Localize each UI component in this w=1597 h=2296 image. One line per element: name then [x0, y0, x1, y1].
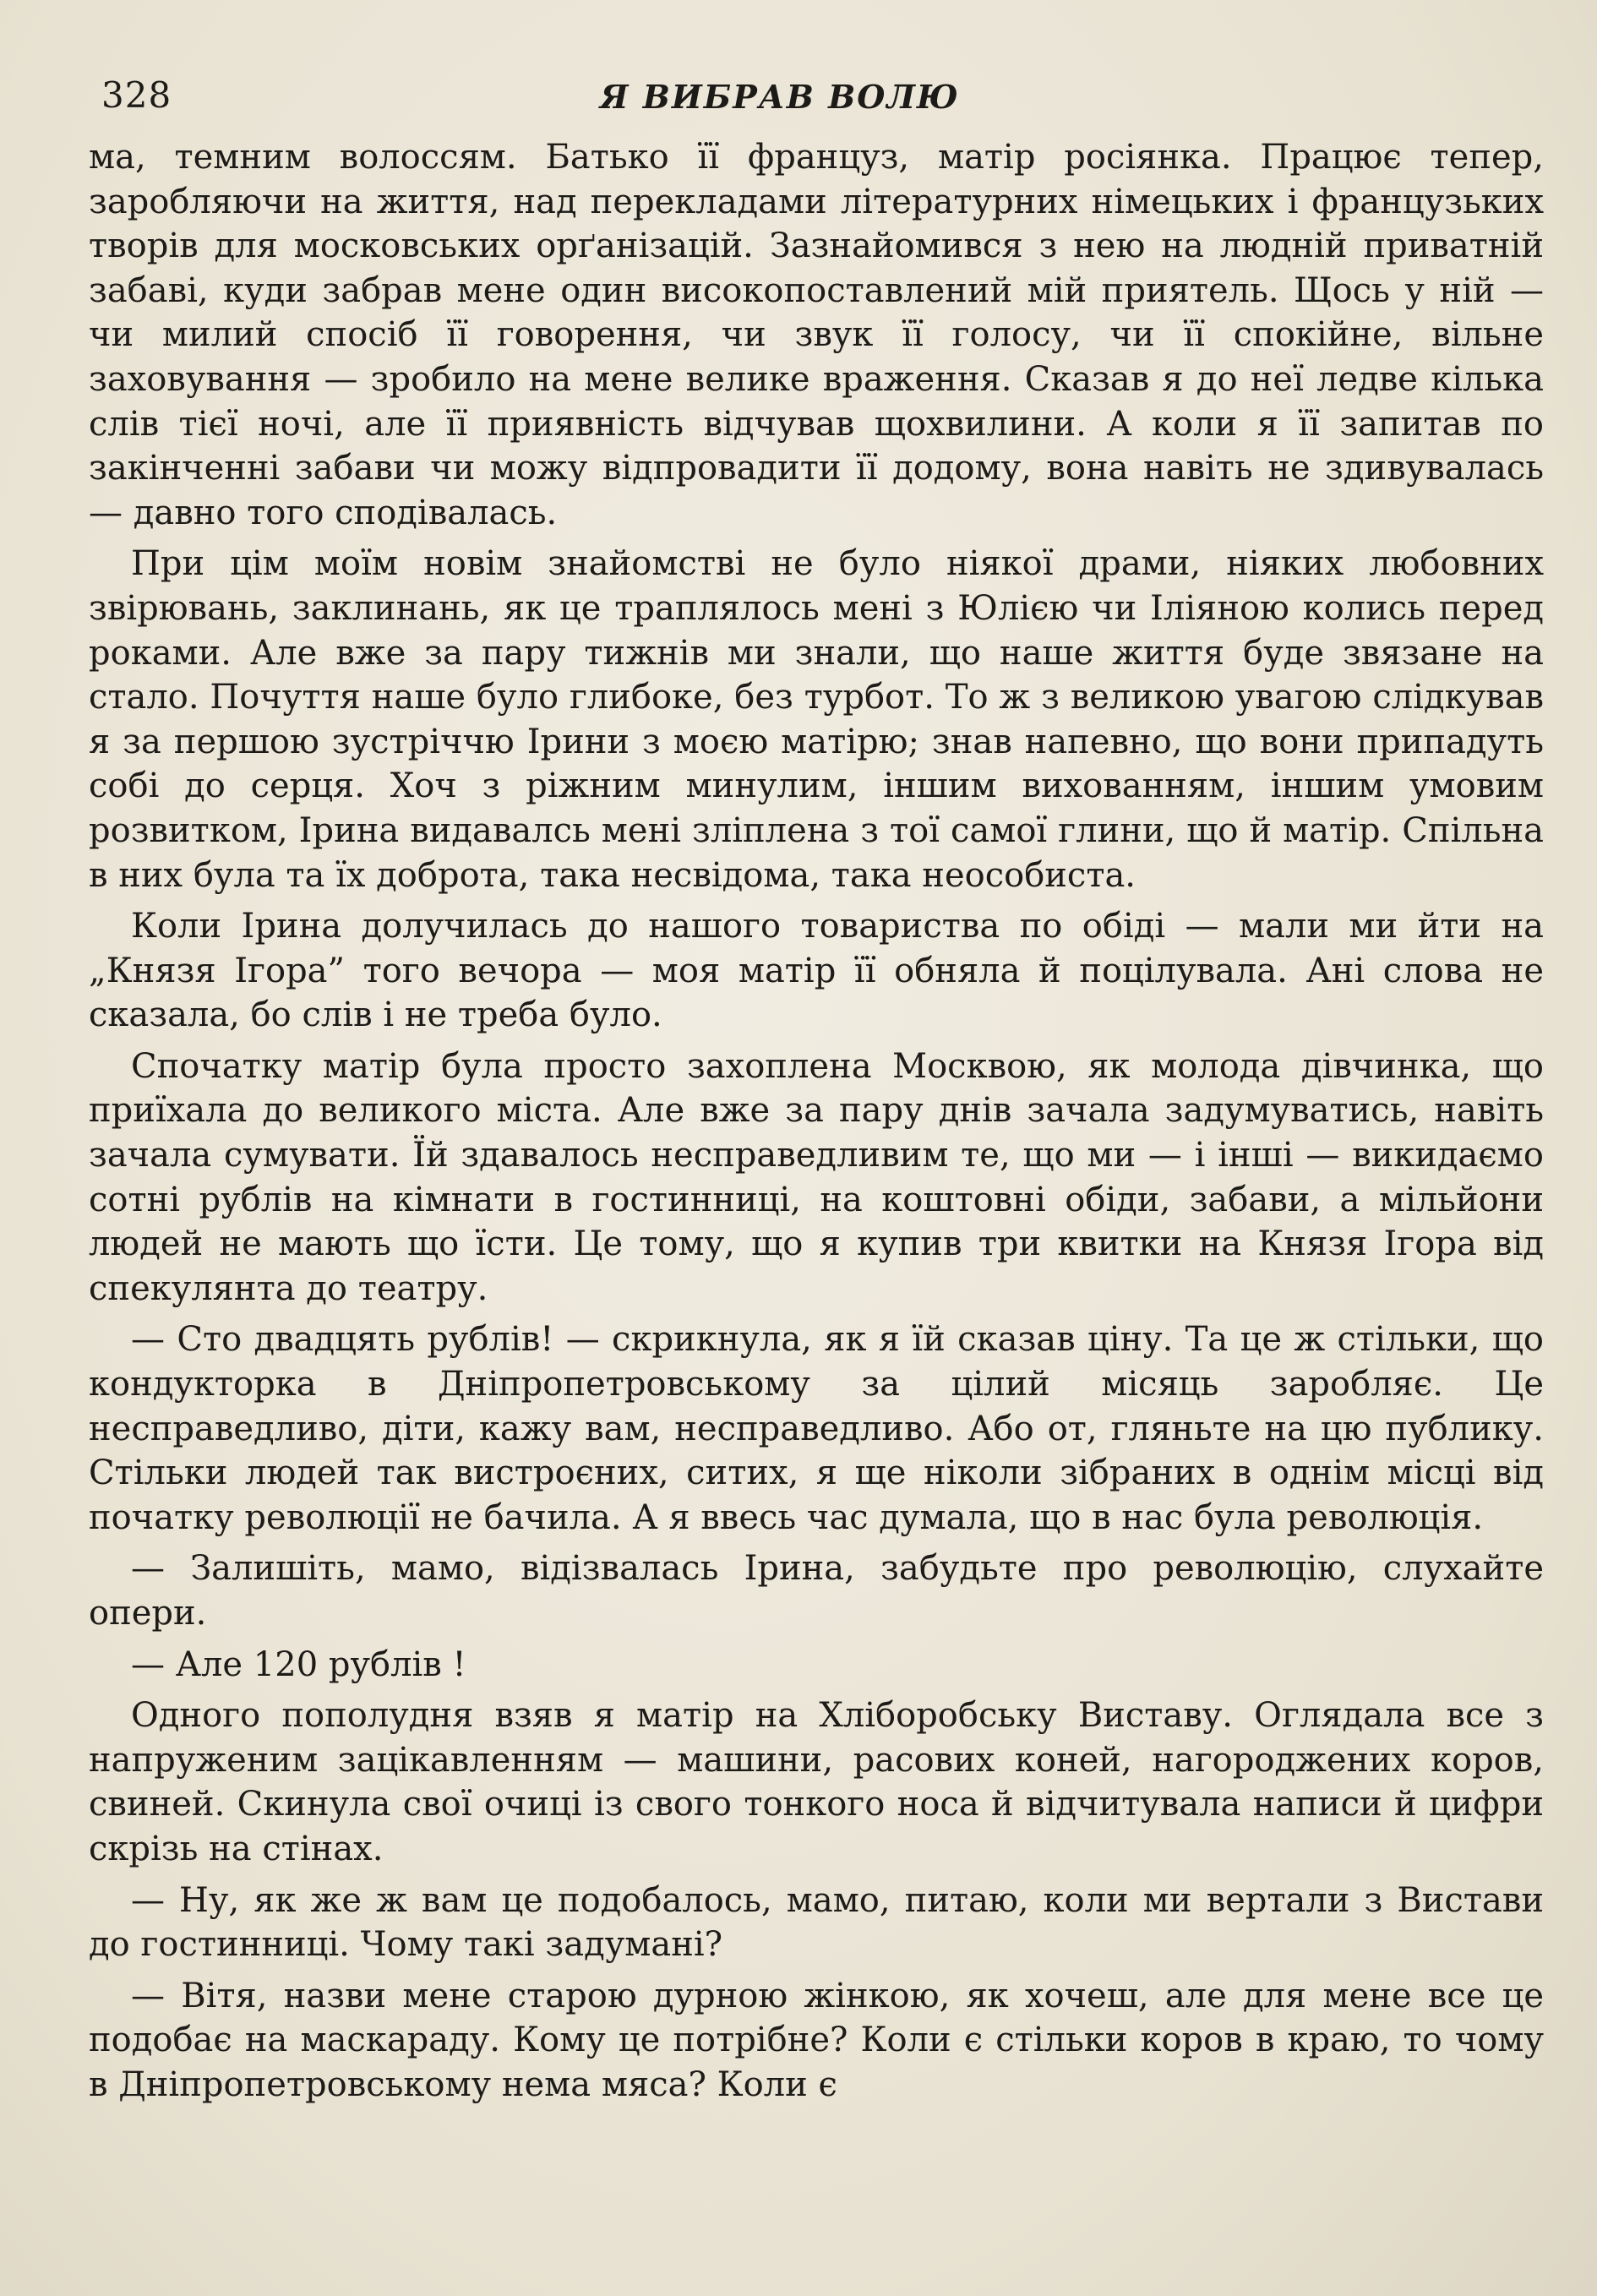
page-number: 328: [101, 74, 172, 116]
paragraph: — Сто двадцять рублів! — скрикнула, як я їй сказав ціну. Та це ж стільки, що кондукторка в Дніпропетровському за цілий місяць заробляє. Це несправедливо, діти, кажу вам, несправедливо. Або от, гляньте на цю публику. Стільки людей так вистроєних, ситих, я ще ніколи зібраних в однім місці від початку революції не бачила. А я ввесь час думала, що в нас була революція.: [89, 1320, 1544, 1537]
paragraph: — Залишіть, мамо, відізвалась Ірина, забудьте про революцію, слухайте опери.: [89, 1549, 1544, 1633]
body-text: [89, 135, 1544, 2114]
paragraph: — Але 120 рублів !: [131, 1644, 466, 1684]
paragraph: Коли Ірина долучилась до нашого товариства по обіді — мали ми йти на „Князя Ігора” того вечора — моя матір її обняла й поцілувала. Ані слова не сказала, бо слів і не треба було.: [89, 907, 1544, 1035]
running-title: Я ВИБРАВ ВОЛЮ: [600, 78, 960, 116]
paragraph: — Ну, як же ж вам це подобалось, мамо, питаю, коли ми вертали з Вистави до гостинниці. Чому такі задумані?: [89, 1880, 1544, 1965]
paragraph: ма, темним волоссям. Батько її француз, матір росіянка. Працює тепер, заробляючи на життя, над перекладами літературних німецьких і французьких творів для московських орґанізацій. Зазнайомився з нею на людній приватній забаві, куди забрав мене один високопоставлений мій приятель. Щось у ній — чи милий спосіб її говорення, чи звук її голосу, чи її спокійне, вільне заховування — зробило на мене велике враження. Сказав я до неї ледве кілька слів тієї ночі, але її приявність відчував щохвилини. А коли я її запитав по закінченні забави чи можу відпровадити її додому, вона навіть не здивувалась — давно того сподівалась.: [89, 138, 1544, 532]
page-header: [101, 74, 1555, 125]
paragraph: Одного пополудня взяв я матір на Хліборобську Виставу. Оглядала все з напруженим зацікавленням — машини, расових коней, нагороджених коров, свиней. Скинула свої очиці із свого тонкого носа й відчитувала написи й цифри скрізь на стінах.: [89, 1696, 1544, 1868]
paragraph: При цім моїм новім знайомстві не було ніякої драми, ніяких любовних звірювань, заклинань, як це траплялось мені з Юлією чи Іліяною колись перед роками. Але вже за пару тижнів ми знали, що наше життя буде звязане на стало. Почуття наше було глибоке, без турбот. То ж з великою увагою слідкував я за першою зустріччю Ірини з моєю матірю; знав напевно, що вони припадуть собі до серця. Хоч з ріжним минулим, іншим вихованням, іншим умовим розвитком, Ірина видавалсь мені зліплена з тої самої глини, що й матір. Спільна в них була та їх доброта, така несвідома, така неособиста.: [89, 544, 1544, 895]
paragraph: — Вітя, назви мене старою дурною жінкою, як хочеш, але для мене все це подобає на маскараду. Кому це потрібне? Коли є стільки коров в краю, то чому в Дніпропетровському нема мяса? Коли є: [89, 1976, 1544, 2104]
paragraph: Спочатку матір була просто захоплена Москвою, як молода дівчинка, що приїхала до великого міста. Але вже за пару днів зачала задумуватись, навіть зачала сумувати. Їй здавалось несправедливим те, що ми — і інші — викидаємо сотні рублів на кімнати в гостинниці, на коштовні обіди, забави, а мільйони людей не мають що їсти. Це тому, що я купив три квитки на Князя Ігора від спекулянта до театру.: [89, 1046, 1544, 1308]
